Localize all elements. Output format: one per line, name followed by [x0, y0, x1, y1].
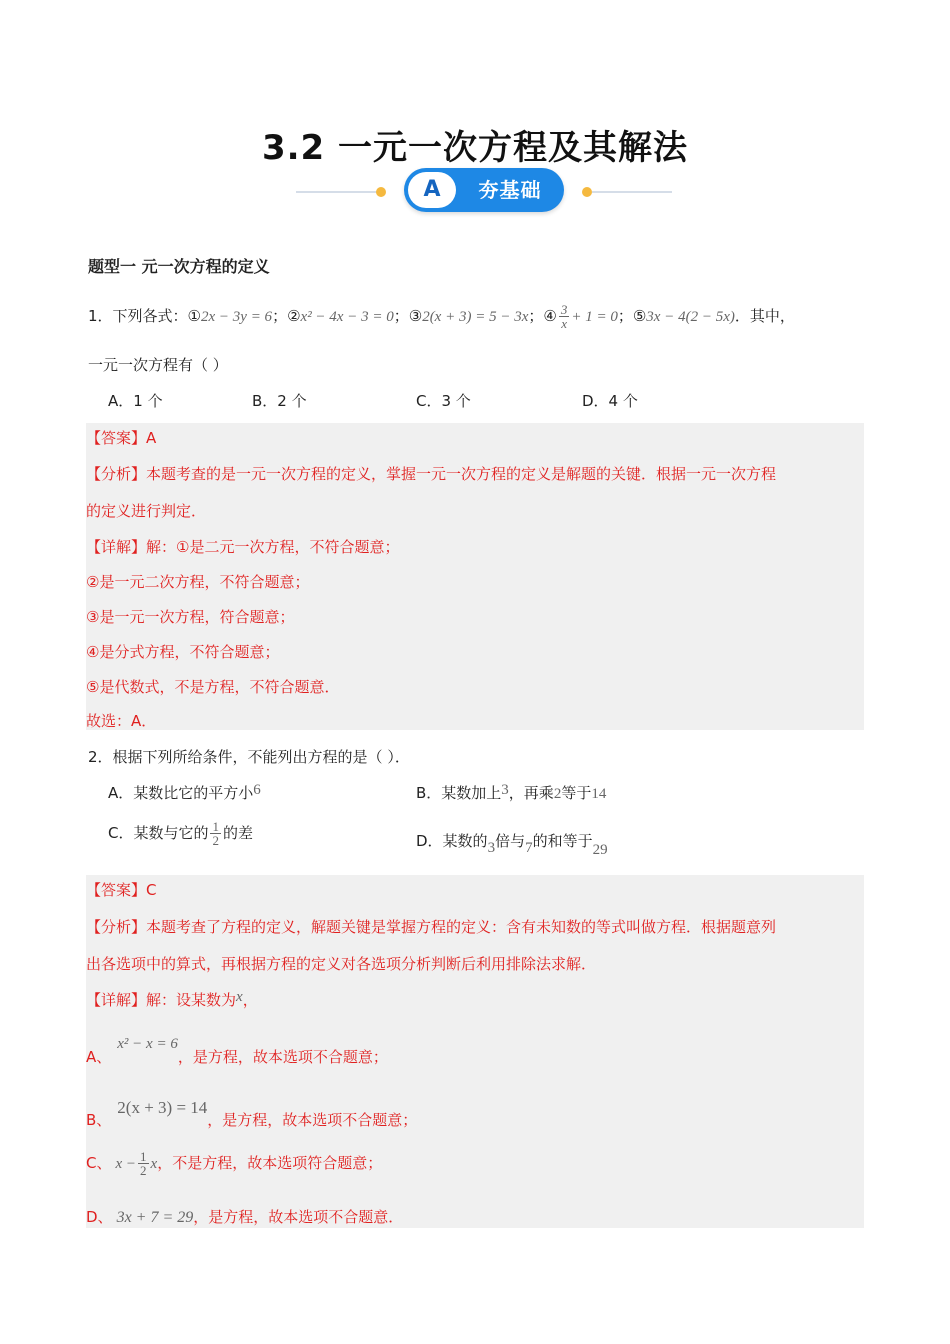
q2-detail-intro-text: 【详解】解：设某数为 [86, 991, 237, 1009]
q1-sep-3: ； [528, 307, 544, 325]
q1-answer: 【答案】A [86, 429, 157, 447]
q2-option-b [416, 782, 606, 803]
q2-option-d-num-2: 7 [525, 840, 533, 856]
q2-option-d-text: D．某数的 [416, 832, 488, 850]
q1-option-a: A．1 个 [108, 392, 163, 410]
q2-line-b-label: B、 [86, 1111, 112, 1129]
q2-line-a-expr: x² − x = 6 [117, 1036, 178, 1052]
q2-line-d-expr: 3x + 7 = 29 [116, 1209, 194, 1226]
level-banner [0, 168, 950, 214]
q2-line-a-label: A、 [86, 1048, 112, 1066]
q2-line-a-text: ，是方程，故本选项不合题意； [177, 1048, 388, 1066]
q2-detail-variable: x [236, 989, 243, 1005]
q2-option-d-mid: 倍与 [495, 832, 526, 850]
q2-option-b-num-3: 14 [591, 786, 607, 802]
q1-sep-2: ； [393, 307, 409, 325]
q2-option-c-text: C．某数与它的 [108, 824, 209, 842]
q2-option-d-mid-2: 的和等于 [532, 832, 593, 850]
q1-formula-5: 3x − 4(2 − 5x) [646, 309, 735, 325]
q2-option-c-denominator: 2 [212, 833, 219, 848]
q1-sep-1: ； [272, 307, 288, 325]
q2-line-c-expr-a: x − [115, 1156, 137, 1172]
q2-answer: 【答案】C [86, 881, 157, 899]
q1-analysis-line-1: 【分析】本题考查的是一元一次方程的定义，掌握一元一次方程的定义是解题的关键．根据一元一次方程 [86, 465, 777, 483]
banner-dot-right [582, 187, 592, 197]
banner-line-right [592, 191, 672, 193]
q2-option-b-end: 等于 [561, 784, 592, 802]
q1-formula-3: 2(x + 3) = 5 − 3x [422, 309, 529, 325]
q1-detail-line-4: ④是分式方程，不符合题意； [86, 643, 280, 661]
q2-line-b-text: ，是方程，故本选项不合题意； [207, 1111, 418, 1129]
q1-formula-4-rest: + 1 = 0 [571, 309, 618, 325]
banner-line-left [296, 191, 380, 193]
q1-formula-1: 2x − 3y = 6 [201, 309, 273, 325]
q1-mark-3: ③ [408, 307, 423, 325]
q2-line-b-expr: 2(x + 3) = 14 [117, 1098, 208, 1117]
q1-mark-2: ② [287, 307, 301, 325]
q1-formula-2: x² − 4x − 3 = 0 [300, 309, 394, 325]
q2-analysis-line-2: 出各选项中的算式，再根据方程的定义对各选项分析判断后利用排除法求解． [86, 955, 597, 973]
q1-mark-5: ⑤ [632, 307, 647, 325]
q2-line-d-label: D、 [86, 1208, 113, 1226]
q1-fraction-4 [559, 303, 570, 330]
q1-detail-line-6: 故选：A． [86, 712, 157, 730]
q2-option-c-fraction [210, 820, 221, 847]
q1-detail-line-1: 【详解】解：①是二元一次方程，不符合题意； [86, 538, 400, 556]
question-1-stem [88, 303, 795, 330]
q1-f4-numerator: 3 [560, 302, 568, 317]
q2-line-d [86, 1206, 403, 1227]
q1-f4-denominator: x [561, 316, 567, 331]
q2-option-d-num-3: 29 [592, 842, 608, 858]
question-2-stem: 2．根据下列所给条件，不能列出方程的是（ ）． [88, 748, 410, 766]
q1-detail-line-5: ⑤是代数式，不是方程，不符合题意． [86, 678, 340, 696]
q1-option-d: D．4 个 [582, 392, 638, 410]
q2-option-a [108, 782, 261, 803]
q1-mark-1: ① [187, 307, 201, 325]
level-letter: A [408, 172, 456, 208]
q1-option-b: B．2 个 [252, 392, 307, 410]
q2-option-d-num-1: 3 [487, 840, 496, 856]
q2-option-b-num-2: 2 [553, 786, 562, 802]
q2-line-c-expr-b: x [150, 1156, 158, 1172]
q2-detail-intro [86, 989, 258, 1010]
q1-detail-line-2: ②是一元二次方程，不符合题意； [86, 573, 310, 591]
q2-line-d-text: ，是方程，故本选项不合题意． [193, 1208, 404, 1226]
q1-suffix: ．其中， [734, 307, 795, 325]
q2-line-c-label: C、 [86, 1154, 112, 1172]
banner-dot-left [376, 187, 386, 197]
q2-line-a [86, 1036, 388, 1067]
q2-option-c-numerator: 1 [212, 819, 219, 834]
q2-analysis-line-1: 【分析】本题考查了方程的定义，解题关键是掌握方程的定义：含有未知数的等式叫做方程．根据题意列 [86, 918, 777, 936]
section-heading: 题型一 元一次方程的定义 [88, 257, 270, 276]
q2-detail-intro-end: ， [242, 991, 258, 1009]
q1-option-c: C．3 个 [416, 392, 471, 410]
q2-line-c-fraction [138, 1150, 149, 1177]
question-1-line-2: 一元一次方程有（ ） [88, 356, 228, 374]
q2-line-b [86, 1098, 417, 1130]
q1-analysis-line-2: 的定义进行判定． [86, 502, 207, 520]
q2-option-d [416, 830, 608, 859]
q2-option-b-num-1: 3 [501, 782, 509, 798]
page-title: 3.2 一元一次方程及其解法 [261, 128, 689, 168]
q2-line-c-numerator: 1 [140, 1149, 147, 1164]
q2-line-c-text: ，不是方程，故本选项符合题意； [157, 1154, 383, 1172]
q2-option-b-mid: ，再乘 [508, 784, 554, 802]
q1-sep-4: ； [617, 307, 633, 325]
q2-option-c-end: 的差 [222, 824, 253, 842]
q2-option-a-number: 6 [253, 782, 261, 798]
level-label: 夯基础 [478, 178, 542, 202]
q2-option-a-text: A．某数比它的平方小 [108, 784, 254, 802]
q1-mark-4: ④ [543, 307, 557, 325]
q2-option-c [108, 820, 253, 847]
q2-line-c [86, 1150, 382, 1177]
q2-option-b-text: B．某数加上 [416, 784, 502, 802]
q2-line-c-denominator: 2 [140, 1163, 147, 1178]
q1-prefix: 1．下列各式： [88, 307, 188, 325]
q1-detail-line-3: ③是一元一次方程，符合题意； [86, 608, 295, 626]
level-badge [404, 168, 564, 212]
